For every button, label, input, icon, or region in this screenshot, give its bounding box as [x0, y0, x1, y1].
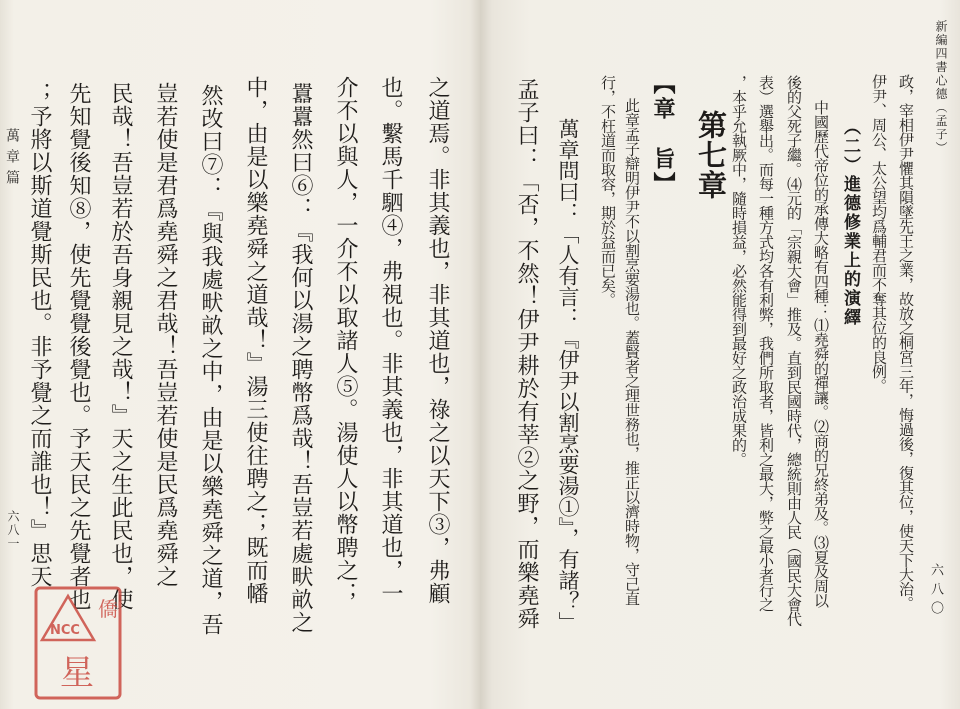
text-column: 民哉！吾豈若於吾身親見之哉！』天之生此民也，使 [108, 82, 133, 611]
chapter-title: 第七章 [694, 110, 728, 200]
text-column: 中，由是以樂堯舜之道哉！』湯三使往聘之；既而幡 [243, 76, 268, 605]
seal-stamp [32, 582, 124, 702]
text-column: 囂囂然曰⑥：『我何以湯之聘幣爲哉！吾豈若處畎畝之 [288, 82, 313, 634]
running-head: 萬章篇 [4, 128, 20, 191]
commentary-column: 政，宰相伊尹懼其隕墜先王之業，故放之桐宮三年，悔過後，復其位，使天下大治。 [897, 74, 915, 611]
section-column: 中國歷代帝位的承傳大略有四種：⑴堯舜的禪讓。⑵商的兄終弟及。⑶夏及周以 [812, 100, 830, 608]
text-column: 先知覺後知⑧，使先覺覺後覺也。予天民之先覺者也 [66, 82, 91, 611]
text-column: 孟子曰：「否，不然！伊尹耕於有莘②之野，而樂堯舜 [514, 78, 539, 630]
summary-column: 行，不枉道而取容，期於益而已矣。 [599, 75, 617, 307]
section-column: 後的父死子繼。⑷元的「宗親大會」推及。直到民國時代，總統則由人民（國民大會代 [785, 75, 803, 626]
text-column: 豈若使是君爲堯舜之君哉！吾豈若使是民爲堯舜之 [153, 82, 178, 588]
text-column: 介不以與人，一介不以取諸人⑤。湯使人以幣聘之； [333, 76, 358, 605]
right-page [480, 0, 960, 709]
text-column: ；予將以斯道覺斯民也。非予覺之而誰也！』思天 [27, 82, 52, 588]
seal-latin: NCC [50, 623, 80, 638]
text-column: 然改曰⑦：『與我處畎畝之中，由是以樂堯舜之道，吾 [198, 84, 223, 636]
seal-char-top: 僑 [98, 597, 118, 621]
text-column: 也。繫馬千駟④，弗視也。非其義也，非其道也，一 [378, 76, 403, 605]
text-column: 之道焉。非其義也，非其道也，祿之以天下③，弗顧 [425, 76, 450, 605]
text-column: 萬章問曰：「人有言：『伊尹以割烹要湯①』，有諸？」 [556, 118, 580, 633]
commentary-column: 伊尹、周公、太公望均爲輔君而不奪其位的良例。 [870, 74, 888, 393]
running-head: 新編四書心德（孟子） [934, 20, 948, 155]
section-heading: （二）進德修業上的演繹 [840, 118, 860, 327]
section-column: 表）選舉出。而每一種方式均各有利弊，我們所取者，皆利之最大，弊之最小者行之 [757, 75, 775, 612]
page-number: 六八一 [6, 510, 20, 551]
section-column: ，本乎允執厥中，隨時損益，必然能得到最好之政治成果的。 [730, 75, 748, 467]
seal-char-bottom: 星 [60, 653, 94, 693]
summary-heading: 【章 旨】 [650, 72, 676, 197]
page-number: 六八〇 [928, 563, 943, 620]
summary-column: 此章孟子辯明伊尹不以割烹要湯也。蓋賢者之理世務也，推正以濟時物，守己直 [623, 98, 641, 606]
